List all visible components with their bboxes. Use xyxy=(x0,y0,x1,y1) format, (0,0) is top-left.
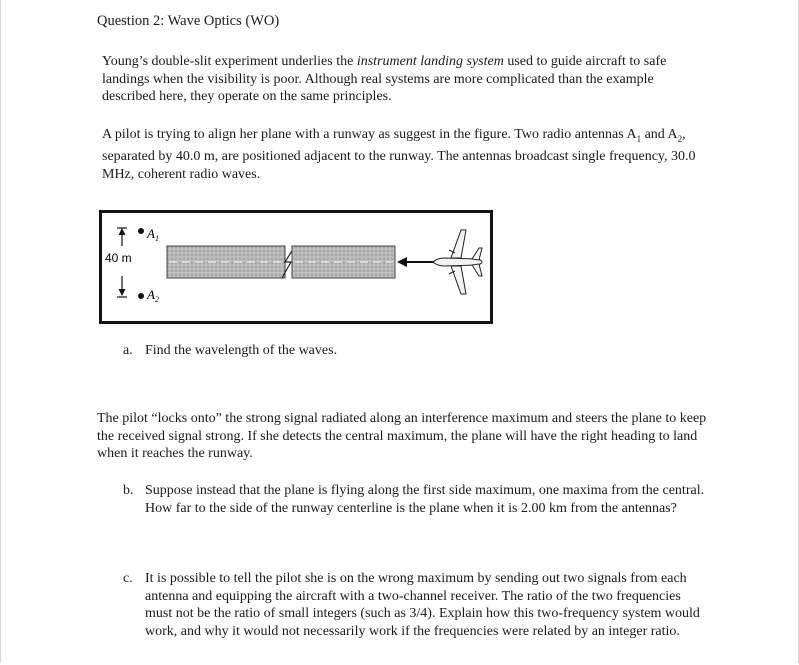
question-a-text: Find the wavelength of the waves. xyxy=(145,343,338,358)
setup-paragraph xyxy=(102,126,702,183)
question-title: Question 2: Wave Optics (WO) xyxy=(97,13,280,29)
antenna-a1-dot xyxy=(138,228,144,234)
intro-text-2: used to guide aircraft to safe landings when the visibility is poor. Although real systems are more complicated than the example described here, they operate on the same principles. xyxy=(102,54,667,104)
intro-paragraph xyxy=(102,53,702,106)
antenna-a2-dot xyxy=(138,293,144,299)
setup-text-1: A pilot is trying to align her plane with a runway as suggest in the figure. Two radio antennas A xyxy=(102,127,637,142)
antenna-a1-label: $A_1$ xyxy=(147,226,159,243)
runway-figure xyxy=(99,210,493,324)
intro-emphasis: instrument landing system xyxy=(356,54,504,69)
setup-text-2: and A xyxy=(641,127,678,142)
lock-paragraph: The pilot “locks onto” the strong signal radiated along an interference maximum and steers the plane to keep the received signal strong. If she detects the central maximum, the plane will have the right heading to land when it reaches the runway. xyxy=(97,411,707,461)
setup-sub-1: 1 xyxy=(636,133,642,144)
question-c-text: It is possible to tell the pilot she is on the wrong maximum by sending out two signals from each antenna and equipping the aircraft with a two-channel receiver. The ratio of the two frequencies must not be the ratio of small integers (such as 3/4). Explain how this two-frequency system would work, and why it would not necessarily work if the frequencies were related by an integer ratio. xyxy=(145,571,700,639)
intro-text-1: Young’s double-slit experiment underlies the xyxy=(102,54,357,69)
question-b-label: b. xyxy=(123,483,134,498)
antenna-a2-label: $A_2$ xyxy=(147,287,159,304)
setup-sub-2: 2 xyxy=(677,133,683,144)
question-c-label: c. xyxy=(123,571,133,586)
setup-text-3: , separated by 40.0 m, are positioned adjacent to the runway. The antennas broadcast single frequency, 30.0 MHz, coherent radio waves. xyxy=(102,127,696,182)
separation-label: 40 m xyxy=(105,251,132,265)
question-b-text: Suppose instead that the plane is flying along the first side maximum, one maxima from the central. How far to the side of the runway centerline is the plane when it is 2.00 km from the antennas? xyxy=(145,483,705,516)
question-a-label: a. xyxy=(123,343,133,358)
runway-figure-svg xyxy=(99,210,493,324)
